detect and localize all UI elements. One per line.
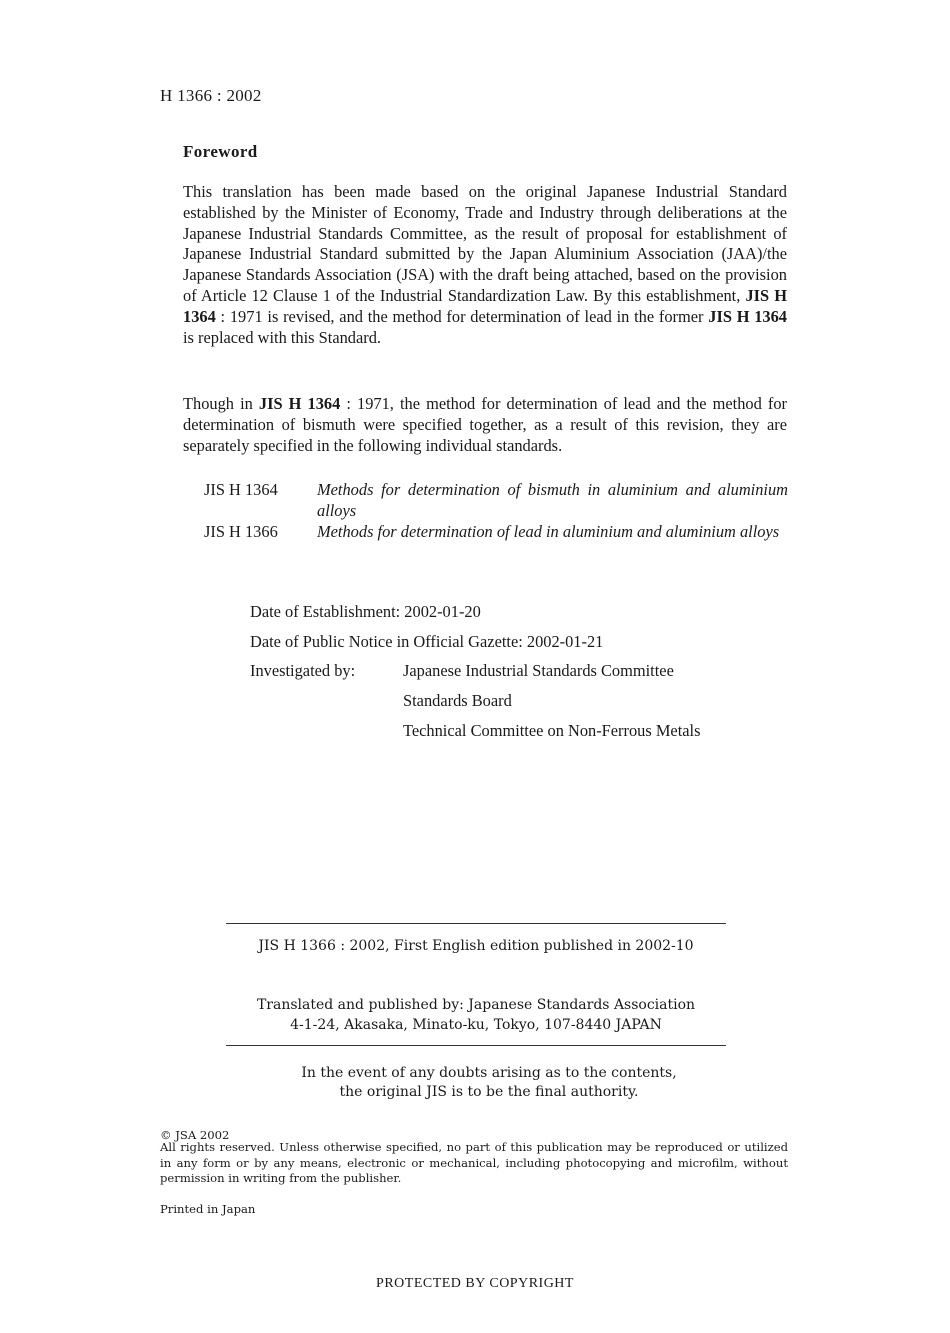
date-of-establishment: Date of Establishment: 2002-01-20 [250, 602, 481, 621]
standard-title: Methods for determination of bismuth in aluminium and aluminium alloys [317, 480, 788, 520]
standard-code: JIS H 1366 [204, 521, 278, 541]
foreword-paragraph-2 [183, 394, 787, 456]
standard-code: JIS H 1364 [204, 480, 278, 499]
divider-bottom [226, 1045, 726, 1046]
document-id: H 1366 : 2002 [160, 86, 262, 105]
printed-in: Printed in Japan [160, 1202, 256, 1216]
p1-text-d: is replaced with this Standard. [183, 327, 382, 347]
foreword-title: Foreword [183, 142, 258, 161]
rights-statement: All rights reserved. Unless otherwise specified, no part of this publication may be reproduced or utilized in any form or by any means, electronic or mechanical, including photocopying and microfilm, without permission in writing from the publisher. [160, 1140, 788, 1185]
divider-top [226, 923, 726, 924]
investigated-by-values [403, 661, 733, 750]
authority-notice-line-1: In the event of any doubts arising as to the contents, [301, 1065, 677, 1081]
foreword-paragraph-1 [183, 182, 787, 348]
p1-text-a: This translation has been made based on the original Japanese Industrial Standard established by the Minister of Economy, Trade and Industry through deliberations at the Japanese Industrial Standards Committee, as the result of proposal for establishment of Japanese Industrial Standard submitted by the Japan Aluminium Association (JAA)/the Japanese Standards Association (JSA) with the draft being attached, based on the provision of Article 12 Clause 1 of the Industrial Standardization Law. By this establishment, [183, 182, 787, 305]
investigating-body: Standards Board [403, 690, 512, 710]
authority-notice-line-2: the original JIS is to be the final authority. [339, 1084, 639, 1100]
publisher-info [226, 995, 726, 1035]
protected-by-copyright-footer: PROTECTED BY COPYRIGHT [376, 1276, 574, 1291]
investigated-by [250, 661, 733, 750]
publisher-line: Translated and published by: Japanese Standards Association [256, 997, 696, 1013]
p1-text-c: : 1971 is revised, and the method for determination of lead in the former [215, 306, 709, 326]
related-standard-item [204, 522, 788, 543]
authority-notice [226, 1064, 752, 1102]
p2-text-a: Though in [183, 394, 259, 413]
date-of-public-notice: Date of Public Notice in Official Gazette: 2002-01-21 [250, 632, 604, 651]
investigating-body: Japanese Industrial Standards Committee [403, 661, 674, 680]
investigating-body: Technical Committee on Non-Ferrous Metals [403, 720, 701, 740]
p2-standard-ref: JIS H 1364 [258, 394, 341, 413]
publisher-address: 4-1-24, Akasaka, Minato-ku, Tokyo, 107-8440 JAPAN [290, 1017, 662, 1033]
standard-title: Methods for determination of lead in aluminium and aluminium alloys [317, 521, 780, 541]
edition-line: JIS H 1366 : 2002, First English edition published in 2002-10 [258, 938, 694, 954]
p1-standard-ref-2: JIS H 1364 [708, 306, 787, 326]
related-standard-item [204, 480, 788, 522]
related-standards-list [204, 480, 788, 542]
investigated-by-label: Investigated by: [250, 661, 356, 680]
copyright-notice: © JSA 2002 [160, 1128, 230, 1142]
p1-standard-ref-1: JIS H 1364 [183, 285, 787, 326]
p2-text-c: : 1971, the method for determination of lead and the method for determination of bismuth were specified together, as a result of this revision, they are separately specified in the following individual standards. [183, 394, 787, 455]
